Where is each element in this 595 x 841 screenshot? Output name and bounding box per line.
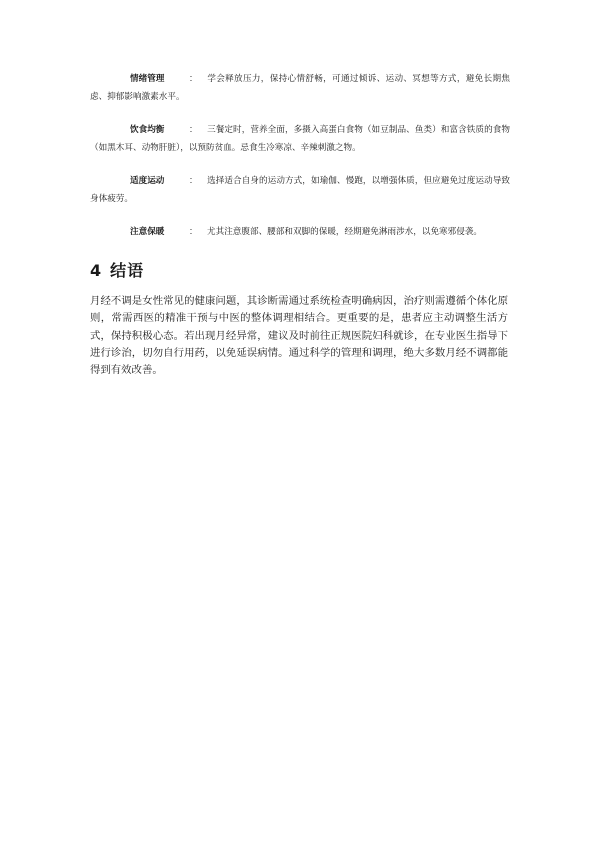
conclusion-paragraph: 月经不调是女性常见的健康问题，其诊断需通过系统检查明确病因，治疗则需遵循个体化原则，常需西医的精准干预与中医的整体调理相结合。更重要的是，患者应主动调整生活方式，保持积极心态。若出现月经异常，建议及时前往正规医院妇科就诊，在专业医生指导下进行诊治，切勿自行用药，以免延误病情。通过科学的管理和调理，绝大多数月经不调都能得到有效改善。 (90, 295, 508, 377)
item-term: 适度运动 (130, 176, 165, 186)
item-text: 选择适合自身的运动方式，如瑜伽、慢跑，以增强体质，但应避免过度运动导致身体疲劳。 (90, 176, 510, 204)
item-text: 三餐定时，营养全面，多摄入高蛋白食物（如豆制品、鱼类）和富含铁质的食物（如黑木耳、动物肝脏），以预防贫血。忌食生冷寒凉、辛辣刺激之物。 (90, 125, 510, 153)
item-text: 学会释放压力，保持心情舒畅，可通过倾诉、运动、冥想等方式，避免长期焦虑、抑郁影响激素水平。 (90, 74, 510, 102)
list-item (90, 121, 510, 157)
item-separator: ： (189, 74, 198, 84)
lifestyle-advice-list (90, 70, 510, 256)
list-item (90, 172, 510, 208)
section-heading (90, 258, 144, 281)
item-term: 注意保暖 (130, 227, 165, 237)
item-separator: ： (189, 125, 198, 135)
item-separator: ： (189, 176, 198, 186)
item-text: 尤其注意腹部、腰部和双脚的保暖，经期避免淋雨涉水，以免寒邪侵袭。 (207, 227, 483, 237)
list-item (90, 223, 510, 241)
list-item (90, 70, 510, 106)
item-separator: ： (189, 227, 198, 237)
section-title: 结语 (110, 261, 145, 280)
section-number: 4 (90, 261, 103, 280)
item-term: 情绪管理 (130, 74, 165, 84)
item-term: 饮食均衡 (130, 125, 165, 135)
